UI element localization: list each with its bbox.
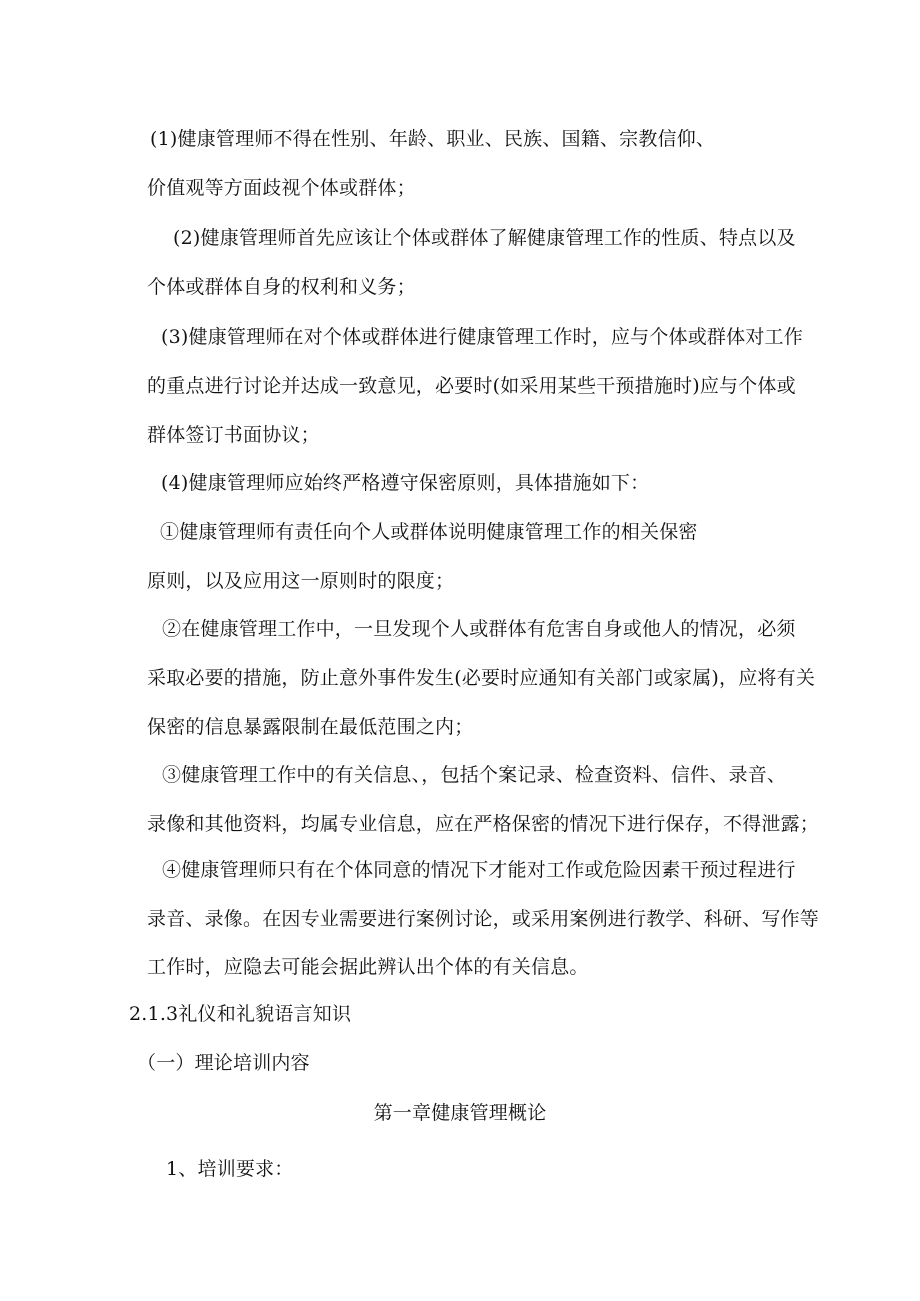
- paragraph-line-9: ①健康管理师有责任向个人或群体说明健康管理工作的相关保密: [160, 521, 698, 543]
- chapter-title: 第一章健康管理概论: [373, 1102, 547, 1124]
- paragraph-line-5: (3)健康管理师在对个体或群体进行健康管理工作时，应与个体或群体对工作: [161, 326, 803, 348]
- paragraph-line-6: 的重点进行讨论并达成一致意见，必要时(如采用某些干预措施时)应与个体或: [147, 375, 796, 397]
- paragraph-line-3: (2)健康管理师首先应该让个体或群体了解健康管理工作的性质、特点以及: [173, 227, 796, 249]
- paragraph-line-13: 保密的信息暴露限制在最低范围之内；: [147, 716, 474, 738]
- paragraph-line-16: ④健康管理师只有在个体同意的情况下才能对工作或危险因素干预过程进行: [162, 859, 796, 881]
- paragraph-line-15: 录像和其他资料，均属专业信息，应在严格保密的情况下进行保存，不得泄露；: [147, 813, 820, 835]
- paragraph-line-4: 个体或群体自身的权利和义务；: [147, 276, 416, 298]
- paragraph-line-10: 原则，以及应用这一原则时的限度；: [147, 570, 455, 592]
- paragraph-line-2: 价值观等方面歧视个体或群体；: [147, 177, 416, 199]
- paragraph-line-1: (1)健康管理师不得在性别、年龄、职业、民族、国籍、宗教信仰、: [150, 128, 716, 150]
- list-heading: 1、培训要求：: [166, 1158, 294, 1180]
- paragraph-line-12: 采取必要的措施，防止意外事件发生(必要时应通知有关部门或家属)，应将有关: [147, 667, 816, 689]
- paragraph-line-7: 群体签订书面协议；: [147, 424, 320, 446]
- paragraph-line-11: ②在健康管理工作中，一旦发现个人或群体有危害自身或他人的情况，必须: [162, 618, 796, 640]
- subsection-heading: （一）理论培训内容: [137, 1052, 310, 1074]
- section-heading: 2.1.3礼仪和礼貌语言知识: [129, 1003, 352, 1025]
- paragraph-line-14: ③健康管理工作中的有关信息、，包括个案记录、检查资料、信件、录音、: [162, 764, 787, 786]
- paragraph-line-17: 录音、录像。在因专业需要进行案例讨论，或采用案例进行教学、科研、写作等: [147, 908, 820, 930]
- paragraph-line-8: (4)健康管理师应始终严格遵守保密原则，具体措施如下：: [161, 472, 650, 494]
- paragraph-line-18: 工作时，应隐去可能会据此辨认出个体的有关信息。: [147, 956, 589, 978]
